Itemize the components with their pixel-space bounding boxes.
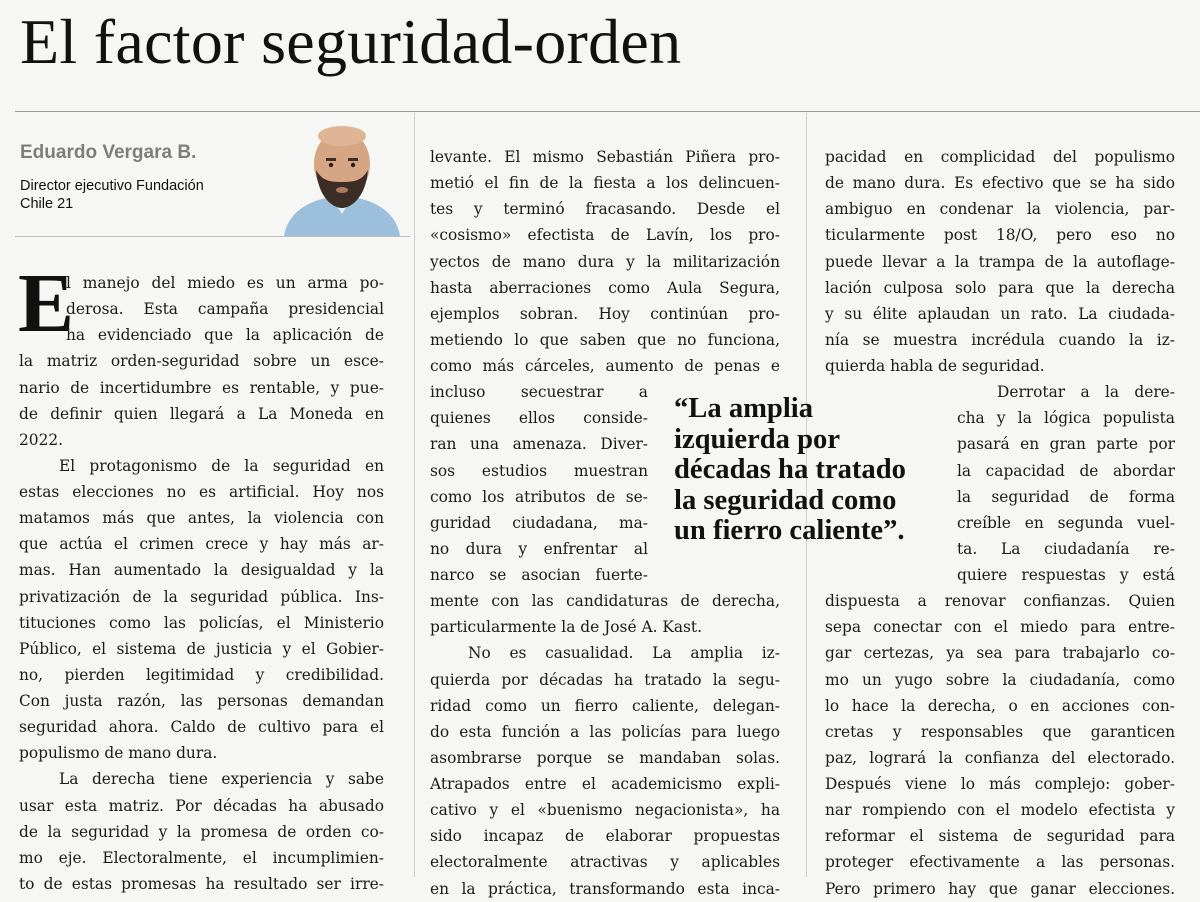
text-line: incluso secuestrar a <box>430 383 648 402</box>
text-line: lación culposa solo para que la derecha <box>825 278 1175 297</box>
headline: El factor seguridad-orden <box>20 6 682 77</box>
author-photo <box>276 118 406 236</box>
text-line: El protagonismo de la seguridad en <box>59 456 384 475</box>
text-line: usar esta matriz. Por décadas ha abusado <box>19 796 384 815</box>
text-line: derosa. Esta campaña presidencial <box>66 300 384 319</box>
text-line: La derecha tiene experiencia y sabe <box>59 770 384 789</box>
text-line: No es casualidad. La amplia iz- <box>468 644 780 663</box>
text-line: como más cárceles, aumento de penas e <box>430 357 780 375</box>
text-line: «cosismo» efectista de Lavín, los pro- <box>430 226 780 245</box>
text-line: de mano dura. Es efectivo que se ha sido <box>825 174 1175 193</box>
text-line: mo eje. Electoralmente, el incumplimien- <box>19 848 384 867</box>
text-line: nario de incertidumbre es rentable, y pue- <box>19 378 384 397</box>
text-line: nía se muestra incrédula cuando la iz- <box>825 330 1175 349</box>
text-line: pacidad en complicidad del populismo <box>825 148 1175 166</box>
text-line: do esta función a las policías para luego <box>430 722 780 741</box>
text-line: sepa conectar con el miedo para entre- <box>825 618 1175 637</box>
pull-quote-line: la seguridad como <box>674 484 897 516</box>
text-line: ticularmente post 18/O, pero eso no <box>825 226 1175 245</box>
text-line: la seguridad de forma <box>957 487 1175 506</box>
text-line: reformar el sistema de seguridad para <box>825 827 1175 846</box>
author-role-line: Chile 21 <box>20 196 74 212</box>
author-rule <box>15 236 410 237</box>
text-line: narco se asocian fuerte- <box>430 566 648 584</box>
text-line: Público, el sistema de justicia y el Gobier- <box>19 639 384 658</box>
author-role <box>20 177 270 213</box>
text-line: seguridad ahora. Caldo de cultivo para el <box>19 718 384 737</box>
pull-quote-line: “La amplia <box>674 393 814 424</box>
article-column-3 <box>825 144 1175 902</box>
text-line: como los atributos de se- <box>430 487 648 506</box>
text-line: particularmente la de José A. Kast. <box>430 618 703 637</box>
text-line: Pero primero hay que ganar elecciones. <box>825 879 1175 898</box>
text-line: que actúa el crimen crece y hay más ar- <box>19 535 384 554</box>
text-line: nar rompiendo con el modelo efectista y <box>825 801 1175 820</box>
text-line: cretas y responsables que garanticen <box>825 722 1175 741</box>
text-line: ta. La ciudadanía re- <box>957 539 1175 558</box>
text-line: no, pierden legitimidad y credibilidad. <box>19 665 384 684</box>
drop-cap: E <box>18 257 75 350</box>
text-line: gar certezas, ya sea para trabajarlo co- <box>825 644 1175 663</box>
text-line: ran una amenaza. Diver- <box>430 435 648 454</box>
headline-rule <box>15 111 1200 112</box>
text-line: quiere respuestas y está <box>957 566 1175 584</box>
text-line: l manejo del miedo es un arma po- <box>66 274 384 292</box>
text-line: paz, logrará la confianza del electorado. <box>825 748 1175 767</box>
text-line: matamos más que antes, la violencia con <box>19 509 384 528</box>
column-divider <box>414 113 415 877</box>
text-line: quierda habla de seguridad. <box>825 357 1045 375</box>
text-line: quienes ellos conside- <box>430 409 648 428</box>
text-line: Después viene lo más complejo: gober- <box>825 775 1175 793</box>
text-line: y su élite aplaudan un rato. La ciudada- <box>825 304 1175 323</box>
pull-quote-line: décadas ha tratado <box>674 454 906 485</box>
pull-quote-line: izquierda por <box>674 423 841 455</box>
text-line: asombrarse porque se mandaban solas. <box>430 748 780 767</box>
text-line: dispuesta a renovar confianzas. Quien <box>825 592 1175 611</box>
text-line: 2022. <box>19 430 64 449</box>
pull-quote-line: un fierro caliente”. <box>674 515 905 546</box>
text-line: metiendo lo que saben que no funciona, <box>430 330 780 349</box>
text-line: Con justa razón, las personas demandan <box>19 692 384 710</box>
text-line: lo hace la derecha, o en acciones con- <box>825 696 1175 715</box>
text-line: Atrapados entre el academicismo expli- <box>430 775 780 793</box>
text-line: populismo de mano dura. <box>19 744 218 763</box>
text-line: de definir quien llegará a La Moneda en <box>19 404 384 423</box>
text-line: quierda por décadas ha tratado la segu- <box>430 670 780 689</box>
text-line: pasará en gran parte por <box>957 435 1175 454</box>
author-role-line: Director ejecutivo Fundación <box>20 178 204 194</box>
text-line: privatización de la seguridad pública. Ins- <box>19 587 384 606</box>
text-line: estas elecciones no es artificial. Hoy nos <box>19 483 384 501</box>
text-line: la matriz orden-seguridad sobre un esce- <box>19 352 384 371</box>
article-column-1 <box>18 257 384 897</box>
text-line: la capacidad de abordar <box>957 461 1175 480</box>
text-line: creíble en segunda vuel- <box>957 513 1175 532</box>
text-line: ejemplos sobran. Hoy continúan pro- <box>430 304 780 323</box>
text-line: mente con las candidaturas de derecha, <box>430 592 780 611</box>
text-line: proteger efectivamente a las personas. <box>825 853 1175 872</box>
text-line: en la práctica, transformando esta inca- <box>430 879 780 898</box>
text-line: no dura y enfrentar al <box>430 539 648 558</box>
text-line: tituciones como las policías, el Ministerio <box>19 613 384 632</box>
text-line: mas. Han aumentado la desigualdad y la <box>19 561 384 580</box>
text-line: ambiguo en condenar la violencia, par- <box>825 200 1175 219</box>
text-line: cativo y el «buenismo negacionista», ha <box>430 801 780 820</box>
text-line: ha evidenciado que la aplicación de <box>66 326 384 345</box>
text-line: electoralmente atractivas y aplicables <box>430 853 780 872</box>
text-line: sido incapaz de elaborar propuestas <box>430 827 780 846</box>
text-line: cha y la lógica populista <box>957 409 1175 428</box>
text-line: de la seguridad y la promesa de orden co- <box>19 822 384 841</box>
text-line: sos estudios muestran <box>430 461 648 480</box>
author-name: Eduardo Vergara B. <box>20 142 197 163</box>
text-line: hasta aberraciones como Aula Segura, <box>430 278 780 297</box>
text-line: metió el fin de la fiesta a los delincuen- <box>430 174 780 193</box>
text-line: guridad ciudadana, ma- <box>430 513 648 532</box>
text-line: to de estas promesas ha resultado ser irre- <box>19 874 384 893</box>
text-line: tes y terminó fracasando. Desde el <box>430 200 780 219</box>
text-line: puede llevar a la trampa de la autoflage- <box>825 252 1175 271</box>
text-line: levante. El mismo Sebastián Piñera pro- <box>430 148 780 166</box>
text-line: yectos de mano dura y la militarización <box>430 252 780 271</box>
text-line: ridad como un fierro caliente, delegan- <box>430 696 780 715</box>
text-line: mo un yugo sobre la ciudadanía, como <box>825 670 1175 689</box>
text-line: Derrotar a la dere- <box>997 383 1175 402</box>
